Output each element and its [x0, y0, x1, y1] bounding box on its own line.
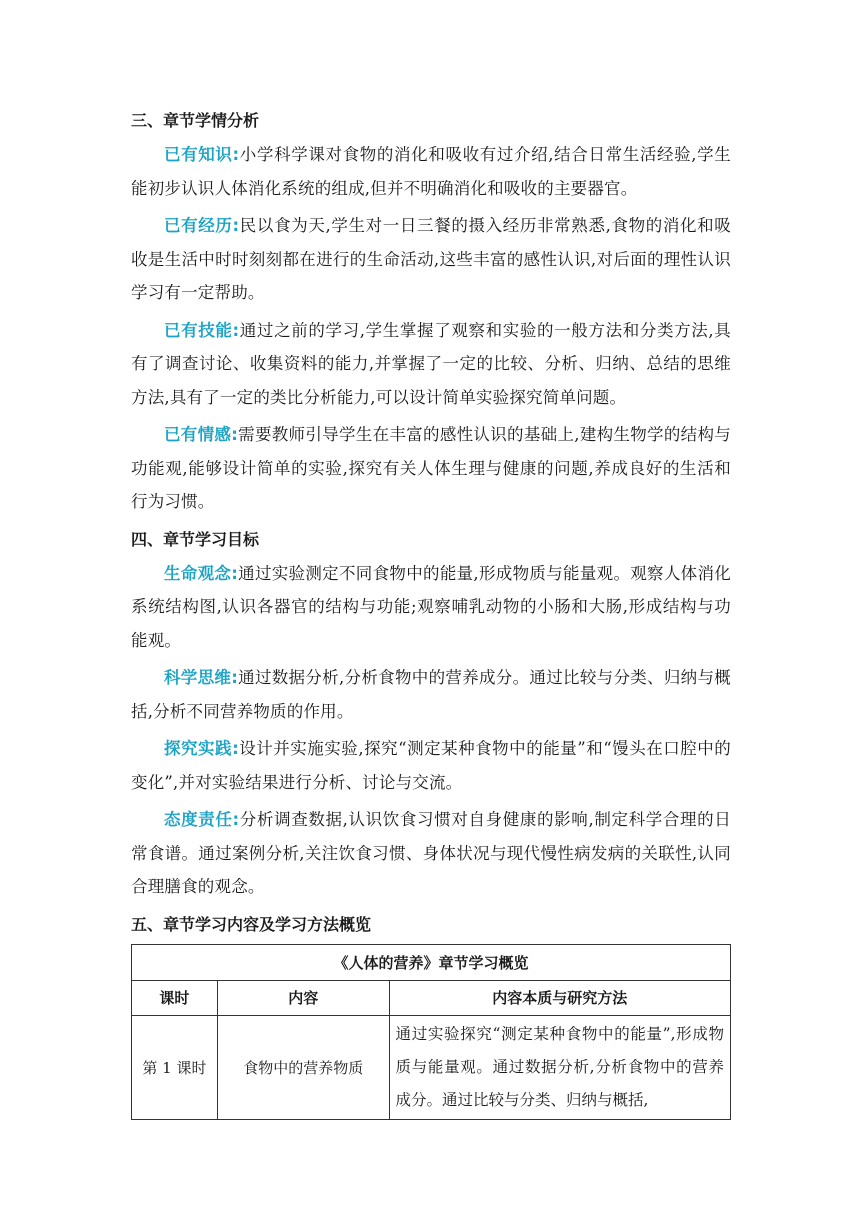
- para-text: 通过数据分析,分析食物中的营养成分。通过比较与分类、归纳与概括,分析不同营养物质的作用。: [131, 668, 731, 721]
- para-label: 已有技能:: [164, 320, 240, 340]
- para-text: 小学科学课对食物的消化和吸收有过介绍,结合日常生活经验,学生能初步认识人体消化系统的组成,但并不明确消化和吸收的主要器官。: [131, 145, 731, 198]
- para-label: 已有知识:: [164, 145, 240, 164]
- paragraph-prior-experience: [131, 209, 731, 310]
- table-caption-row: [132, 944, 731, 980]
- para-label: 已有情感:: [164, 425, 239, 444]
- para-label: 态度责任:: [164, 810, 240, 829]
- table-cell-lesson: 第 1 课时: [132, 1015, 218, 1119]
- paragraph-prior-skills: [131, 314, 731, 415]
- paragraph-life-concept: [131, 557, 731, 658]
- section-heading: 五、章节学习内容及学习方法概览: [131, 914, 372, 934]
- para-label: 已有经历:: [164, 216, 240, 235]
- column-header: 课时: [132, 980, 218, 1015]
- table-header-row: [132, 980, 731, 1015]
- section-learning-goals: [131, 523, 731, 904]
- para-text: 通过实验测定不同食物中的能量,形成物质与能量观。观察人体消化系统结构图,认识各器官的结构与功能;观察哺乳动物的小肠和大肠,形成结构与功能观。: [131, 563, 731, 650]
- column-header: 内容: [217, 980, 389, 1015]
- para-label: 生命观念:: [164, 563, 239, 583]
- para-text: 通过之前的学习,学生掌握了观察和实验的一般方法和分类方法,具有了调查讨论、收集资料的能力,并掌握了一定的比较、分析、归纳、总结的思维方法,具有了一定的类比分析能力,可以设计简单实验探究简单问题。: [131, 320, 731, 407]
- paragraph-inquiry-practice: [131, 732, 731, 799]
- table-cell-content: 食物中的营养物质: [217, 1015, 389, 1119]
- para-text: 分析调查数据,认识饮食习惯对自身健康的影响,制定科学合理的日常食谱。通过案例分析,关注饮食习惯、身体状况与现代慢性病发病的关联性,认同合理膳食的观念。: [131, 810, 731, 896]
- para-label: 科学思维:: [164, 668, 239, 687]
- paragraph-prior-emotion: [131, 418, 731, 519]
- para-text: 需要教师引导学生在丰富的感性认识的基础上,建构生物学的结构与功能观,能够设计简单的实验,探究有关人体生理与健康的问题,养成良好的生活和行为习惯。: [131, 425, 731, 511]
- section-learning-analysis: [131, 104, 731, 519]
- page-content: [131, 104, 731, 1120]
- table-caption: 《人体的营养》章节学习概览: [132, 944, 731, 980]
- overview-table: [131, 944, 731, 1120]
- para-label: 探究实践:: [164, 739, 239, 758]
- table-cell-method: 通过实验探究“测定某种食物中的能量”,形成物质与能量观。通过数据分析,分析食物中的营养成分。通过比较与分类、归纳与概括,: [389, 1015, 730, 1119]
- para-text: 设计并实施实验,探究“测定某种食物中的能量”和“馒头在口腔中的变化”,并对实验结果进行分析、讨论与交流。: [131, 739, 731, 792]
- paragraph-attitude-responsibility: [131, 803, 731, 904]
- table-row: [132, 1015, 731, 1119]
- section-heading: 三、章节学情分析: [131, 111, 260, 130]
- paragraph-scientific-thinking: [131, 661, 731, 728]
- section-heading: 四、章节学习目标: [131, 529, 260, 549]
- para-text: 民以食为天,学生对一日三餐的摄入经历非常熟悉,食物的消化和吸收是生活中时时刻刻都在进行的生命活动,这些丰富的感性认识,对后面的理性认识学习有一定帮助。: [131, 216, 731, 302]
- column-header: 内容本质与研究方法: [389, 980, 730, 1015]
- paragraph-prior-knowledge: [131, 138, 731, 205]
- section-overview: [131, 908, 731, 1120]
